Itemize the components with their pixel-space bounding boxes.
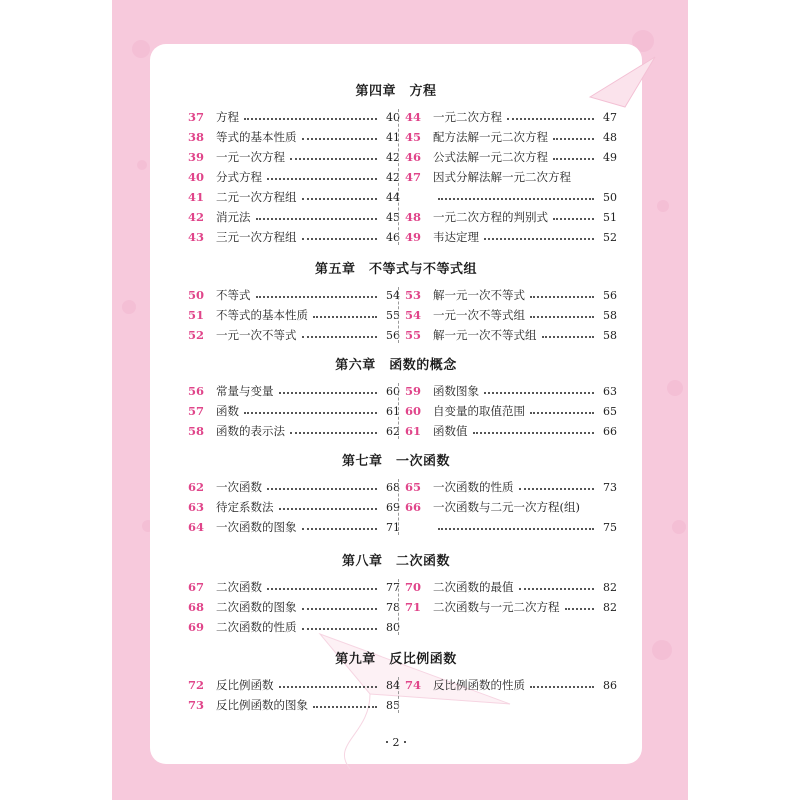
toc-entry[interactable] — [405, 381, 617, 401]
leader-dots — [256, 218, 378, 220]
toc-entry[interactable] — [188, 167, 400, 187]
entry-title: 等式的基本性质 — [216, 130, 297, 144]
entry-number: 54 — [405, 308, 422, 322]
entry-number: 42 — [188, 210, 205, 224]
entry-title: 二元一次方程组 — [216, 190, 297, 204]
toc-entry[interactable] — [188, 147, 400, 167]
entry-number: 66 — [405, 500, 422, 514]
toc-entry[interactable] — [188, 695, 400, 715]
toc-entry[interactable] — [188, 597, 400, 617]
toc-entry[interactable] — [405, 325, 617, 345]
entry-title: 分式方程 — [216, 170, 262, 184]
entry-page: 42 — [386, 170, 400, 184]
entry-title: 反比例函数的图象 — [216, 698, 308, 712]
entry-page: 58 — [603, 328, 617, 342]
leader-dots — [530, 316, 594, 318]
toc-entry[interactable] — [405, 305, 617, 325]
left-column — [188, 285, 400, 345]
leader-dots — [279, 392, 378, 394]
entry-number: 39 — [188, 150, 205, 164]
entry-page: 54 — [386, 288, 400, 302]
entry-title: 函数图象 — [433, 384, 479, 398]
leader-dots — [484, 392, 594, 394]
toc-entry[interactable] — [405, 597, 617, 617]
chapter-title: 第八章 二次函数 — [341, 554, 450, 569]
leader-dots — [302, 238, 378, 240]
entry-number: 63 — [188, 500, 205, 514]
right-column — [405, 577, 617, 617]
cover-dot — [132, 40, 150, 58]
entry-title: 反比例函数的性质 — [433, 678, 525, 692]
toc-entry[interactable] — [405, 147, 617, 167]
leader-dots — [473, 432, 595, 434]
entry-number: 37 — [188, 110, 205, 124]
right-column — [405, 285, 617, 345]
leader-dots — [267, 178, 377, 180]
leader-dots — [290, 158, 377, 160]
cover-dot — [122, 300, 136, 314]
toc-entry[interactable] — [188, 207, 400, 227]
entry-page: 65 — [603, 404, 617, 418]
entry-number: 70 — [405, 580, 422, 594]
entry-page: 56 — [603, 288, 617, 302]
entry-title: 函数 — [216, 404, 239, 418]
column-divider — [398, 677, 399, 713]
entry-number: 49 — [405, 230, 422, 244]
right-column — [405, 675, 617, 695]
entry-number: 50 — [188, 288, 205, 302]
entry-title: 函数值 — [433, 424, 468, 438]
entry-number: 74 — [405, 678, 422, 692]
toc-entry[interactable] — [188, 227, 400, 247]
toc-entry[interactable] — [405, 577, 617, 597]
entry-page: 73 — [603, 480, 617, 494]
entry-number: 51 — [188, 308, 205, 322]
entry-page: 60 — [386, 384, 400, 398]
column-divider — [398, 109, 399, 245]
column-divider — [398, 579, 399, 635]
toc-entry[interactable] — [188, 517, 400, 537]
leader-dots — [553, 138, 594, 140]
entry-page: 78 — [386, 600, 400, 614]
toc-entry[interactable] — [188, 477, 400, 497]
entry-title: 常量与变量 — [216, 384, 274, 398]
leader-dots — [438, 528, 594, 530]
toc-entry[interactable] — [405, 675, 617, 695]
entry-page: 86 — [603, 678, 617, 692]
chapter-title: 第四章 方程 — [355, 84, 437, 99]
toc-entry[interactable] — [188, 675, 400, 695]
leader-dots — [244, 118, 377, 120]
entry-title: 解一元一次不等式 — [433, 288, 525, 302]
toc-entry[interactable] — [188, 305, 400, 325]
entry-title: 二次函数的最值 — [433, 580, 514, 594]
entry-number: 59 — [405, 384, 422, 398]
entry-title: 函数的表示法 — [216, 424, 285, 438]
leader-dots — [530, 296, 594, 298]
toc-entry[interactable] — [405, 421, 617, 441]
entry-page: 63 — [603, 384, 617, 398]
cover-dot — [672, 520, 686, 534]
left-column — [188, 577, 400, 637]
left-column — [188, 381, 400, 441]
leader-dots — [553, 158, 594, 160]
entry-page: 44 — [386, 190, 400, 204]
entry-page: 71 — [386, 520, 400, 534]
toc-entry[interactable] — [405, 401, 617, 421]
entry-title: 不等式的基本性质 — [216, 308, 308, 322]
entry-number: 44 — [405, 110, 422, 124]
toc-entry[interactable] — [188, 325, 400, 345]
entry-title: 配方法解一元二次方程 — [433, 130, 548, 144]
entry-number: 65 — [405, 480, 422, 494]
toc-entry[interactable] — [405, 497, 617, 517]
leader-dots — [267, 588, 377, 590]
entry-page: 55 — [386, 308, 400, 322]
leader-dots — [256, 296, 378, 298]
toc-page — [150, 44, 642, 764]
entry-title: 一次函数与二元一次方程(组) — [433, 500, 580, 514]
entry-title: 二次函数 — [216, 580, 262, 594]
entry-number: 53 — [405, 288, 422, 302]
column-divider — [398, 383, 399, 439]
entry-number: 67 — [188, 580, 205, 594]
leader-dots — [302, 336, 378, 338]
entry-number: 61 — [405, 424, 422, 438]
toc-entry[interactable] — [188, 617, 400, 637]
entry-page: 49 — [603, 150, 617, 164]
leader-dots — [565, 608, 595, 610]
cover-dot — [137, 160, 147, 170]
entry-number: 71 — [405, 600, 422, 614]
entry-title: 解一元一次不等式组 — [433, 328, 537, 342]
toc-entry[interactable] — [405, 207, 617, 227]
leader-dots — [313, 316, 377, 318]
leader-dots — [279, 686, 378, 688]
entry-title: 公式法解一元二次方程 — [433, 150, 548, 164]
leader-dots — [290, 432, 377, 434]
entry-title: 一元一次方程 — [216, 150, 285, 164]
entry-page: 46 — [386, 230, 400, 244]
leader-dots — [302, 628, 378, 630]
entry-number: 57 — [188, 404, 205, 418]
column-divider — [398, 287, 399, 343]
entry-number: 60 — [405, 404, 422, 418]
leader-dots — [542, 336, 595, 338]
cover-dot — [652, 640, 672, 660]
left-column — [188, 675, 400, 715]
entry-title: 三元一次方程组 — [216, 230, 297, 244]
chapter-title: 第九章 反比例函数 — [335, 652, 457, 667]
entry-page: 77 — [386, 580, 400, 594]
entry-number: 47 — [405, 170, 422, 184]
entry-number: 43 — [188, 230, 205, 244]
toc-entry[interactable] — [188, 285, 400, 305]
leader-dots — [530, 412, 594, 414]
entry-number: 40 — [188, 170, 205, 184]
toc-entry[interactable] — [188, 381, 400, 401]
leader-dots — [484, 238, 594, 240]
entry-title: 二次函数与一元二次方程 — [433, 600, 560, 614]
leader-dots — [519, 588, 595, 590]
entry-title: 一次函数的图象 — [216, 520, 297, 534]
entry-number: 64 — [188, 520, 205, 534]
entry-number: 69 — [188, 620, 205, 634]
entry-title: 自变量的取值范围 — [433, 404, 525, 418]
entry-page: 51 — [603, 210, 617, 224]
cover-dot — [667, 380, 683, 396]
entry-page: 84 — [386, 678, 400, 692]
toc-entry[interactable] — [188, 421, 400, 441]
entry-page: 52 — [603, 230, 617, 244]
entry-page: 56 — [386, 328, 400, 342]
left-column — [188, 107, 400, 247]
entry-page: 82 — [603, 580, 617, 594]
leader-dots — [302, 608, 378, 610]
leader-dots — [519, 488, 595, 490]
toc-entry[interactable] — [405, 477, 617, 497]
leader-dots — [279, 508, 378, 510]
entry-number: 52 — [188, 328, 205, 342]
entry-title: 韦达定理 — [433, 230, 479, 244]
toc-entry[interactable] — [188, 107, 400, 127]
page-number: ・2・ — [381, 736, 411, 749]
entry-page: 48 — [603, 130, 617, 144]
entry-number: 41 — [188, 190, 205, 204]
entry-title: 方程 — [216, 110, 239, 124]
chapter-title: 第六章 函数的概念 — [335, 358, 457, 373]
entry-number: 72 — [188, 678, 205, 692]
toc-entry[interactable] — [188, 401, 400, 421]
right-column — [405, 381, 617, 441]
entry-title: 二次函数的图象 — [216, 600, 297, 614]
toc-entry[interactable] — [188, 577, 400, 597]
entry-number: 73 — [188, 698, 205, 712]
entry-page: 45 — [386, 210, 400, 224]
entry-page: 50 — [603, 190, 617, 204]
entry-page: 41 — [386, 130, 400, 144]
entry-page: 75 — [603, 520, 617, 534]
toc-entry[interactable] — [405, 127, 617, 147]
toc-entry-continuation[interactable] — [405, 187, 617, 207]
toc-entry[interactable] — [405, 227, 617, 247]
entry-page: 58 — [603, 308, 617, 322]
toc-entry[interactable] — [405, 285, 617, 305]
entry-number: 45 — [405, 130, 422, 144]
entry-title: 因式分解法解一元二次方程 — [433, 170, 571, 184]
leader-dots — [244, 412, 377, 414]
chapter-title: 第五章 不等式与不等式组 — [314, 262, 477, 277]
entry-number: 56 — [188, 384, 205, 398]
entry-number: 58 — [188, 424, 205, 438]
entry-title: 反比例函数 — [216, 678, 274, 692]
entry-title: 不等式 — [216, 288, 251, 302]
entry-title: 一次函数的性质 — [433, 480, 514, 494]
toc-entry[interactable] — [405, 167, 617, 187]
leader-dots — [267, 488, 377, 490]
leader-dots — [302, 198, 378, 200]
entry-page: 69 — [386, 500, 400, 514]
entry-title: 一元一次不等式 — [216, 328, 297, 342]
entry-number: 55 — [405, 328, 422, 342]
entry-title: 二次函数的性质 — [216, 620, 297, 634]
entry-page: 66 — [603, 424, 617, 438]
entry-page: 42 — [386, 150, 400, 164]
entry-page: 47 — [603, 110, 617, 124]
entry-page: 62 — [386, 424, 400, 438]
toc-entry-continuation[interactable] — [405, 517, 617, 537]
leader-dots — [530, 686, 594, 688]
entry-title: 一元一次不等式组 — [433, 308, 525, 322]
left-column — [188, 477, 400, 537]
right-column — [405, 107, 617, 247]
leader-dots — [313, 706, 377, 708]
entry-page: 82 — [603, 600, 617, 614]
toc-entry[interactable] — [405, 107, 617, 127]
chapter-title: 第七章 一次函数 — [341, 454, 450, 469]
entry-title: 一元二次方程的判别式 — [433, 210, 548, 224]
leader-dots — [553, 218, 594, 220]
entry-title: 消元法 — [216, 210, 251, 224]
column-divider — [398, 479, 399, 535]
entry-number: 46 — [405, 150, 422, 164]
toc-entry[interactable] — [188, 497, 400, 517]
entry-number: 68 — [188, 600, 205, 614]
right-column — [405, 477, 617, 537]
leader-dots — [302, 138, 378, 140]
leader-dots — [438, 198, 594, 200]
entry-page: 61 — [386, 404, 400, 418]
entry-number: 62 — [188, 480, 205, 494]
leader-dots — [302, 528, 378, 530]
entry-page: 85 — [386, 698, 400, 712]
leader-dots — [507, 118, 594, 120]
entry-number: 48 — [405, 210, 422, 224]
entry-title: 一次函数 — [216, 480, 262, 494]
entry-number: 38 — [188, 130, 205, 144]
entry-title: 一元二次方程 — [433, 110, 502, 124]
cover-dot — [657, 200, 669, 212]
entry-title: 待定系数法 — [216, 500, 274, 514]
toc-entry[interactable] — [188, 127, 400, 147]
entry-page: 68 — [386, 480, 400, 494]
toc-entry[interactable] — [188, 187, 400, 207]
entry-page: 40 — [386, 110, 400, 124]
entry-page: 80 — [386, 620, 400, 634]
